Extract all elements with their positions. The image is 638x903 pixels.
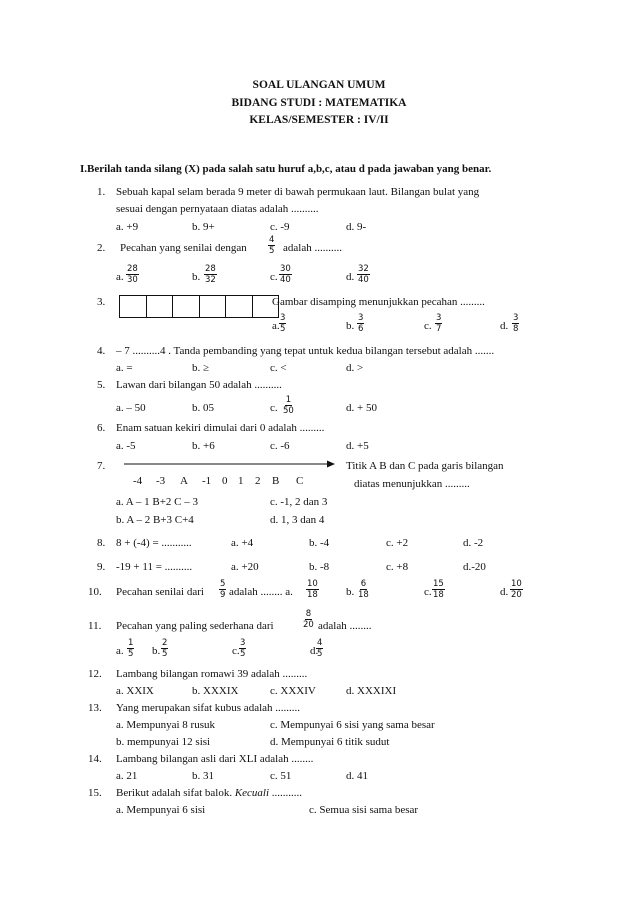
q11-text: Pecahan yang paling sederhana dari <box>116 620 274 632</box>
q2-option-a-fraction: $\frac{28}{30}$ <box>127 264 138 285</box>
q12-option-d[interactable]: d. XXXIXI <box>346 685 397 697</box>
q7-label-1: -4 <box>133 475 143 487</box>
box-4 <box>199 295 227 318</box>
q7-option-b[interactable]: b. A – 2 B+3 C+4 <box>116 514 194 526</box>
q11-option-d[interactable]: d. <box>310 645 319 657</box>
q2-option-c[interactable]: c. <box>270 271 278 283</box>
q11-fraction: $\frac{8}{20}$ <box>303 609 314 630</box>
q10-option-c[interactable]: c. <box>424 586 432 598</box>
q15-text-dots: ........... <box>271 787 303 799</box>
q3-option-a[interactable]: a. <box>272 320 280 332</box>
instruction: I.Berilah tanda silang (X) pada salah satu huruf a,b,c, atau d pada jawaban yang benar. <box>80 163 492 175</box>
q7-label-6: 1 <box>238 475 244 487</box>
q10-option-d-fraction: $\frac{10}{20}$ <box>511 579 522 600</box>
q15-option-c[interactable]: c. Semua sisi sama besar <box>309 804 419 816</box>
q2-option-b[interactable]: b. <box>192 271 201 283</box>
q10-option-a-fraction[interactable]: $\frac{10}{18}$ <box>307 579 318 600</box>
q6-option-c[interactable]: c. -6 <box>270 440 290 452</box>
q6-option-a[interactable]: a. -5 <box>116 440 136 452</box>
q5-text: Lawan dari bilangan 50 adalah .......... <box>116 379 282 391</box>
q7-label-7: 2 <box>255 475 261 487</box>
q4-option-a[interactable]: a. = <box>116 362 133 374</box>
q9-option-d[interactable]: d.-20 <box>463 561 486 573</box>
box-3 <box>172 295 200 318</box>
q10-option-d[interactable]: d. <box>500 586 509 598</box>
q10-option-c-fraction: $\frac{15}{18}$ <box>433 579 444 600</box>
q15-number: 15. <box>88 787 102 799</box>
q1-option-c[interactable]: c. -9 <box>270 221 290 233</box>
q7-label-8: B <box>272 475 280 487</box>
q3-option-a-fraction: $\frac{3}{5}$ <box>280 313 286 334</box>
q4-option-c[interactable]: c. < <box>270 362 287 374</box>
q14-option-c[interactable]: c. 51 <box>270 770 292 782</box>
box-2 <box>146 295 174 318</box>
q13-option-a[interactable]: a. Mempunyai 8 rusuk <box>116 719 215 731</box>
q15-text <box>116 787 302 800</box>
q11-text-end: adalah ........ <box>318 620 372 632</box>
q1-text-line-2: sesuai dengan pernyataan diatas adalah .......... <box>116 203 319 215</box>
q10-option-b-fraction: $\frac{6}{18}$ <box>358 579 369 600</box>
q2-number: 2. <box>97 242 106 254</box>
q9-option-c[interactable]: c. +8 <box>386 561 409 573</box>
q3-number: 3. <box>97 296 106 308</box>
q3-option-c-fraction: $\frac{3}{7}$ <box>436 313 442 334</box>
q9-option-b[interactable]: b. -8 <box>309 561 330 573</box>
q11-option-c[interactable]: c. <box>232 645 240 657</box>
q7-option-a[interactable]: a. A – 1 B+2 C – 3 <box>116 496 198 508</box>
q4-number: 4. <box>97 345 106 357</box>
q14-option-a[interactable]: a. 21 <box>116 770 138 782</box>
q12-option-a[interactable]: a. XXIX <box>116 685 154 697</box>
q6-text: Enam satuan kekiri dimulai dari 0 adalah ......... <box>116 422 325 434</box>
q2-option-b-fraction: $\frac{28}{32}$ <box>205 264 216 285</box>
q7-text-line-2: diatas menunjukkan ......... <box>354 478 470 490</box>
q6-number: 6. <box>97 422 106 434</box>
q3-fraction-boxes <box>119 295 278 318</box>
q7-label-9: C <box>296 475 304 487</box>
q1-number: 1. <box>97 186 106 198</box>
q7-label-4: -1 <box>202 475 212 487</box>
q3-option-d-fraction: $\frac{3}{8}$ <box>513 313 519 334</box>
q1-text-line-1: Sebuah kapal selam berada 9 meter di bawah permukaan laut. Bilangan bulat yang <box>116 186 480 198</box>
q8-option-d[interactable]: d. -2 <box>463 537 484 549</box>
q1-option-b[interactable]: b. 9+ <box>192 221 215 233</box>
q2-option-a[interactable]: a. <box>116 271 124 283</box>
q14-text: Lambang bilangan asli dari XLI adalah ........ <box>116 753 314 765</box>
q10-fraction: $\frac{5}{9}$ <box>220 579 226 600</box>
q2-text-end: adalah .......... <box>283 242 342 254</box>
q14-number: 14. <box>88 753 102 765</box>
q6-option-b[interactable]: b. +6 <box>192 440 215 452</box>
q12-option-c[interactable]: c. XXXIV <box>270 685 316 697</box>
q15-text-italic: Kecuali <box>234 787 270 799</box>
q7-label-5: 0 <box>222 475 228 487</box>
q8-option-b[interactable]: b. -4 <box>309 537 330 549</box>
q5-option-c[interactable]: c. <box>270 402 278 414</box>
q4-text: – 7 ..........4 . Tanda pembanding yang tepat untuk kedua bilangan tersebut adalah ....... <box>116 345 495 357</box>
q13-text: Yang merupakan sifat kubus adalah ......... <box>116 702 301 714</box>
q3-option-c[interactable]: c. <box>424 320 432 332</box>
q14-option-b[interactable]: b. 31 <box>192 770 214 782</box>
q14-option-d[interactable]: d. 41 <box>346 770 368 782</box>
q5-option-a[interactable]: a. – 50 <box>116 402 146 414</box>
q11-option-c-fraction: $\frac{3}{5}$ <box>240 638 246 659</box>
q13-option-c[interactable]: c. Mempunyai 6 sisi yang sama besar <box>270 719 435 731</box>
q11-option-d-fraction: $\frac{4}{5}$ <box>317 638 323 659</box>
q10-option-b[interactable]: b. <box>346 586 355 598</box>
q5-option-c-fraction: $\frac{1}{50}$ <box>283 395 294 416</box>
q11-option-b[interactable]: b. <box>152 645 161 657</box>
q7-label-2: -3 <box>156 475 166 487</box>
q2-option-c-fraction: $\frac{30}{40}$ <box>280 264 291 285</box>
q5-option-b[interactable]: b. 05 <box>192 402 214 414</box>
q2-option-d[interactable]: d. <box>346 271 355 283</box>
q9-text: -19 + 11 = .......... <box>116 561 193 573</box>
box-1 <box>119 295 147 318</box>
q8-option-a[interactable]: a. +4 <box>231 537 254 549</box>
q5-number: 5. <box>97 379 106 391</box>
q9-option-a[interactable]: a. +20 <box>231 561 259 573</box>
q11-option-a[interactable]: a. <box>116 645 124 657</box>
q8-option-c[interactable]: c. +2 <box>386 537 409 549</box>
q10-number: 10. <box>88 586 102 598</box>
q3-option-b[interactable]: b. <box>346 320 355 332</box>
q2-option-d-fraction: $\frac{32}{40}$ <box>358 264 369 285</box>
q13-number: 13. <box>88 702 102 714</box>
q13-option-d[interactable]: d. Mempunyai 6 titik sudut <box>270 736 390 748</box>
q7-number-line-arrow <box>124 459 336 469</box>
q7-number: 7. <box>97 460 106 472</box>
box-5 <box>225 295 253 318</box>
q15-text-main: Berikut adalah sifat balok. <box>116 787 233 799</box>
q13-option-b[interactable]: b. mempunyai 12 sisi <box>116 736 211 748</box>
q9-number: 9. <box>97 561 106 573</box>
q2-text: Pecahan yang senilai dengan <box>120 242 247 254</box>
q7-option-d[interactable]: d. 1, 3 dan 4 <box>270 514 325 526</box>
q5-option-d[interactable]: d. + 50 <box>346 402 377 414</box>
q6-option-d[interactable]: d. +5 <box>346 440 369 452</box>
q11-option-a-fraction: $\frac{1}{5}$ <box>128 638 134 659</box>
q8-text: 8 + (-4) = ........... <box>116 537 192 549</box>
q12-text: Lambang bilangan romawi 39 adalah ......... <box>116 668 308 680</box>
q12-number: 12. <box>88 668 102 680</box>
q3-text: Gambar disamping menunjukkan pecahan ......... <box>272 296 485 308</box>
q10-text-end: adalah ........ a. <box>229 586 293 598</box>
q11-option-b-fraction: $\frac{2}{5}$ <box>162 638 168 659</box>
q7-label-3: A <box>180 475 188 487</box>
q4-option-d[interactable]: d. > <box>346 362 364 374</box>
q10-text: Pecahan senilai dari <box>116 586 204 598</box>
q15-option-a[interactable]: a. Mempunyai 6 sisi <box>116 804 206 816</box>
q11-number: 11. <box>88 620 102 632</box>
q7-option-c[interactable]: c. -1, 2 dan 3 <box>270 496 328 508</box>
q3-option-b-fraction: $\frac{3}{6}$ <box>358 313 364 334</box>
q1-option-d[interactable]: d. 9- <box>346 221 367 233</box>
title-line-2: BIDANG STUDI : MATEMATIKA <box>231 97 407 109</box>
q3-option-d[interactable]: d. <box>500 320 509 332</box>
q4-option-b[interactable]: b. ≥ <box>192 362 210 374</box>
q12-option-b[interactable]: b. XXXIX <box>192 685 239 697</box>
q2-fraction: $\frac{4}{5}$ <box>269 235 275 256</box>
q7-text-line-1: Titik A B dan C pada garis bilangan <box>346 460 504 472</box>
q1-option-a[interactable]: a. +9 <box>116 221 139 233</box>
title-line-1: SOAL ULANGAN UMUM <box>252 79 386 91</box>
title-line-3: KELAS/SEMESTER : IV/II <box>249 114 389 126</box>
q8-number: 8. <box>97 537 106 549</box>
